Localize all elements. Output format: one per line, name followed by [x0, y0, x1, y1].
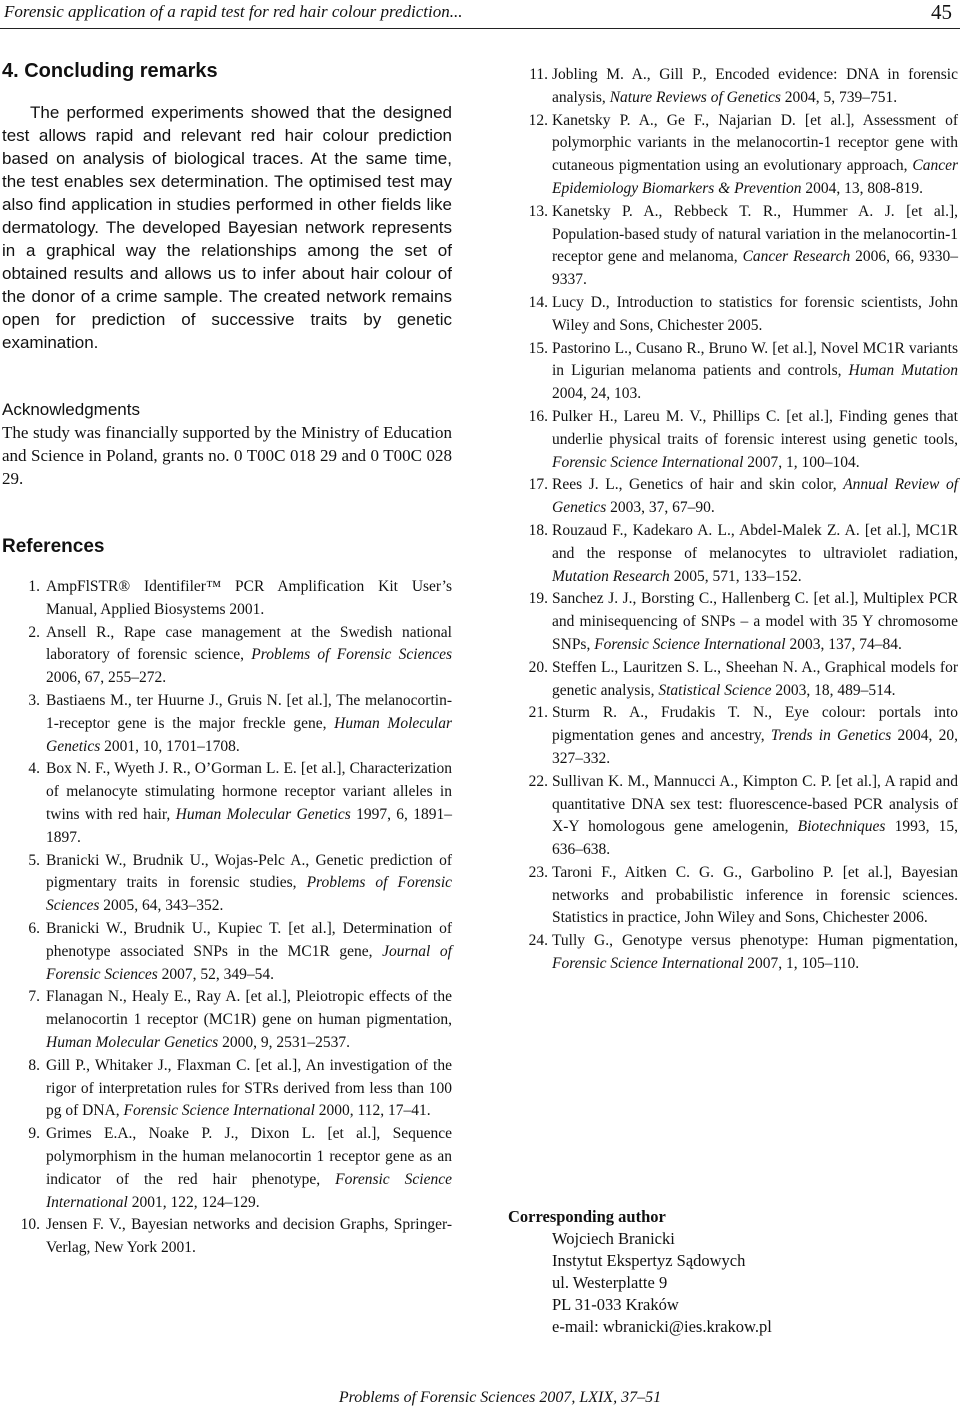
reference-number: 11.	[529, 66, 548, 83]
reference-details: 1993, 15, 636–638.	[552, 818, 959, 859]
author-email[interactable]: e-mail: wbranicki@ies.krakow.pl	[552, 1317, 772, 1336]
reference-journal: Human Molecular Genetics	[175, 805, 351, 823]
reference-item	[2, 576, 452, 622]
reference-details: 2005, 64, 343–352.	[99, 897, 224, 915]
reference-text: Pastorino L., Cusano R., Bruno W. [et al.], Novel MC1R variants in Ligurian melanoma patients and controls,	[552, 339, 958, 380]
reference-journal: Cancer Epidemiology Biomarkers & Prevention	[552, 157, 958, 197]
reference-number: 16.	[528, 407, 548, 425]
reference-text: Steffen L., Lauritzen S. L., Sheehan N. A., Graphical models for genetic analysis,	[552, 658, 958, 699]
reference-text: Tully G., Genotype versus phenotype: Human pigmentation,	[552, 932, 958, 950]
reference-details: 2006, 66, 9330–9337.	[552, 248, 959, 289]
corresponding-author-title: Corresponding author	[508, 1207, 666, 1226]
reference-number: 19.	[528, 590, 548, 608]
conclusion-text: The performed experiments showed that the designed test allows rapid and relevant red hair colour prediction based on analysis of biological traces. At the same time, the test enables sex determination. The optimised test may also find application in studies performed in other fields like dermatology. The developed Bayesian network represents in a graphical way the relationships among the set of obtained results and allows us to infer about hair colour of the donor of a crime sample. The created network remains open for prediction of successive traits by genetic examination.	[2, 103, 452, 352]
reference-number: 1.	[28, 578, 40, 595]
reference-item	[2, 918, 452, 986]
reference-number: 12.	[528, 111, 548, 129]
reference-journal: Journal of Forensic Sciences	[46, 942, 452, 983]
reference-journal: Forensic Science International	[552, 453, 744, 471]
author-city: PL 31-033 Kraków	[552, 1295, 679, 1314]
reference-item	[508, 64, 958, 110]
reference-number: 6.	[28, 919, 40, 937]
reference-number: 21.	[528, 704, 548, 722]
reference-number: 9.	[28, 1125, 40, 1143]
reference-number: 23.	[528, 863, 548, 881]
reference-number: 20.	[528, 658, 548, 676]
reference-item	[508, 110, 958, 201]
reference-text: Gill P., Whitaker J., Flaxman C. [et al.], An investigation of the rigor of interpretation rules for STRs derived from less than 100 pg of DNA,	[46, 1056, 452, 1120]
reference-details: 2000, 9, 2531–2537.	[218, 1033, 350, 1051]
page-footer: Problems of Forensic Sciences 2007, LXIX, 37–51	[338, 1389, 662, 1406]
reference-journal: Mutation Research	[552, 567, 670, 585]
reference-item	[2, 758, 452, 849]
reference-details: 2001, 10, 1701–1708.	[100, 737, 240, 755]
references-heading: References	[2, 536, 105, 557]
reference-text: Lucy D., Introduction to statistics for forensic scientists, John Wiley and Sons, Chichester 2005.	[552, 293, 958, 334]
reference-text: Kanetsky P. A., Rebbeck T. R., Hummer A. J. [et al.], Population-based study of natural variation in the melanocortin-1 receptor gene and melanoma,	[552, 202, 958, 266]
reference-item	[508, 930, 958, 976]
reference-number: 24.	[528, 932, 548, 950]
reference-item	[508, 702, 958, 770]
reference-item	[2, 622, 452, 690]
reference-text: Rouzaud F., Kadekaro A. L., Abdel-Malek Z. A. [et al.], MC1R and the response of melanocytes to ultraviolet radiation,	[552, 521, 958, 562]
reference-journal: Problems of Forensic Sciences	[251, 646, 452, 664]
reference-item	[2, 1123, 452, 1214]
reference-text: Grimes E.A., Noake P. J., Dixon L. [et al.], Sequence polymorphism in the human melanocortin 1 receptor gene as an indicator of the red hair phenotype,	[46, 1125, 452, 1188]
reference-item	[508, 588, 958, 656]
reference-text: Rees J. L., Genetics of hair and skin color,	[552, 476, 844, 494]
reference-journal: Biotechniques	[797, 818, 886, 836]
right-column	[508, 64, 958, 976]
reference-number: 2.	[28, 623, 40, 641]
reference-journal: Annual Review of Genetics	[552, 476, 959, 517]
corresponding-author	[508, 1206, 908, 1338]
reference-journal: Cancer Research	[742, 248, 851, 266]
reference-details: 2004, 5, 739–751.	[780, 88, 898, 106]
reference-text: Taroni F., Aitken C. G. G., Garbolino P. [et al.], Bayesian networks and probabilistic inference in forensic sciences. Statistics in practice, John Wiley and Sons, Chichester 2006.	[552, 863, 958, 927]
reference-number: 3.	[28, 691, 40, 709]
reference-number: 4.	[28, 760, 40, 778]
reference-item	[2, 690, 452, 758]
reference-journal: Statistical Science	[658, 681, 772, 699]
reference-item	[2, 1055, 452, 1123]
reference-journal: Forensic Science International	[46, 1170, 452, 1211]
reference-details: 2004, 24, 103.	[552, 385, 642, 403]
reference-text: Sanchez J. J., Borsting C., Hallenberg C. [et al.], Multiplex PCR and minisequencing of SNPs – a model with 35 Y chromosome SNPs,	[552, 590, 958, 653]
reference-text: Jensen F. V., Bayesian networks and decision Graphs, Springer-Verlag, New York 2001.	[46, 1216, 452, 1257]
reference-text: Sullivan K. M., Mannucci A., Kimpton C. P. [et al.], A rapid and quantitative DNA sex test: fluorescence-based PCR analysis of X-Y homologous gene amelogenin,	[552, 772, 958, 836]
reference-text: Ansell R., Rape case management at the Swedish national laboratory of forensic science,	[46, 623, 452, 664]
reference-journal: Forensic Science International	[123, 1102, 315, 1120]
reference-text: Bastiaens M., ter Huurne J., Gruis N. [et al.], The melanocortin-1-receptor gene is the major freckle gene,	[46, 691, 452, 732]
acknowledgments-title: Acknowledgments	[2, 400, 140, 419]
reference-text: Box N. F., Wyeth J. R., O’Gorman L. E. [et al.], Characterization of melanocyte stimulating hormone receptor variant alleles in twins with red hair,	[46, 760, 452, 823]
reference-details: 2006, 67, 255–272.	[46, 669, 167, 687]
reference-details: 2004, 20, 327–332.	[552, 727, 959, 767]
author-name: Wojciech Branicki	[552, 1229, 675, 1248]
reference-item	[508, 201, 958, 292]
reference-journal: Human Mutation	[848, 362, 959, 380]
reference-number: 7.	[28, 988, 40, 1006]
reference-number: 17.	[528, 476, 548, 494]
reference-number: 5.	[28, 851, 40, 869]
reference-details: 2001, 122, 124–129.	[127, 1193, 260, 1211]
reference-number: 10.	[20, 1216, 40, 1234]
reference-text: Flanagan N., Healy E., Ray A. [et al.], Pleiotropic effects of the melanocortin 1 receptor (MC1R) gene on human pigmentation,	[46, 988, 452, 1029]
reference-item	[508, 338, 958, 406]
reference-number: 14.	[528, 293, 548, 311]
reference-item	[508, 406, 958, 474]
reference-details: 2003, 18, 489–514.	[771, 681, 896, 699]
reference-details: 2005, 571, 133–152.	[669, 567, 802, 585]
running-title: Forensic application of a rapid test for red hair colour prediction...	[4, 2, 463, 21]
acknowledgments-text: The study was financially supported by the Ministry of Education and Science in Poland, grants no. 0 T00C 018 29 and 0 T00C 028 29.	[2, 423, 452, 488]
reference-text: Sturm R. A., Frudakis T. N., Eye colour: portals into pigmentation genes and ancestry,	[552, 704, 958, 745]
reference-item	[2, 1214, 452, 1260]
reference-text: Jobling M. A., Gill P., Encoded evidence: DNA in forensic analysis,	[552, 66, 958, 106]
reference-text: AmpFlSTR® Identifiler™ PCR Amplification Kit User’s Manual, Applied Biosystems 2001.	[46, 578, 452, 618]
page-number: 45	[931, 0, 952, 24]
reference-item	[508, 862, 958, 930]
reference-journal: Nature Reviews of Genetics	[609, 88, 781, 106]
reference-details: 2007, 52, 349–54.	[157, 965, 275, 983]
reference-details: 2003, 137, 74–84.	[785, 635, 902, 653]
reference-text: Kanetsky P. A., Ge F., Najarian D. [et al.], Assessment of polymorphic variants in the melanocortin-1 receptor gene with cutaneous pigmentation using an evolutionary approach,	[552, 111, 958, 175]
reference-list-right	[508, 64, 958, 976]
author-institute: Instytut Ekspertyz Sądowych	[552, 1251, 746, 1270]
reference-item	[508, 292, 958, 338]
author-street: ul. Westerplatte 9	[552, 1273, 668, 1292]
reference-item	[508, 657, 958, 703]
reference-item	[508, 474, 958, 520]
reference-text: Branicki W., Brudnik U., Kupiec T. [et al.], Determination of phenotype associated SNPs in the MC1R gene,	[46, 919, 452, 960]
reference-journal: Human Molecular Genetics	[46, 1033, 219, 1051]
reference-details: 2007, 1, 100–104.	[743, 453, 860, 471]
reference-details: 2007, 1, 105–110.	[743, 955, 860, 973]
reference-journal: Human Molecular Genetics	[46, 714, 453, 755]
reference-journal: Trends in Genetics	[770, 727, 892, 745]
reference-details: 2003, 37, 67–90.	[606, 499, 715, 517]
section-heading: 4. Concluding remarks	[2, 60, 218, 82]
reference-text: Pulker H., Lareu M. V., Phillips C. [et al.], Finding genes that underlie physical traits of forensic interest using genetic tools,	[552, 407, 958, 448]
reference-details: 2000, 112, 17–41.	[314, 1102, 431, 1120]
header-divider	[0, 28, 960, 29]
reference-number: 13.	[528, 202, 548, 220]
reference-journal: Forensic Science International	[552, 955, 744, 973]
reference-details: 2004, 13, 808-819.	[801, 179, 923, 197]
reference-number: 18.	[528, 521, 548, 539]
reference-number: 22.	[528, 772, 548, 790]
left-column	[2, 60, 452, 1260]
reference-item	[508, 771, 958, 862]
reference-details: 1997, 6, 1891–1897.	[46, 805, 453, 846]
reference-number: 8.	[28, 1056, 40, 1074]
reference-text: Branicki W., Brudnik U., Wojas-Pelc A., Genetic prediction of pigmentary traits in forensic studies,	[46, 851, 452, 892]
reference-item	[2, 850, 452, 918]
reference-item	[508, 520, 958, 588]
reference-journal: Forensic Science International	[594, 635, 786, 653]
reference-number: 15.	[528, 339, 548, 357]
reference-item	[2, 986, 452, 1054]
reference-journal: Problems of Forensic Sciences	[46, 874, 453, 915]
reference-list-left	[2, 576, 452, 1260]
